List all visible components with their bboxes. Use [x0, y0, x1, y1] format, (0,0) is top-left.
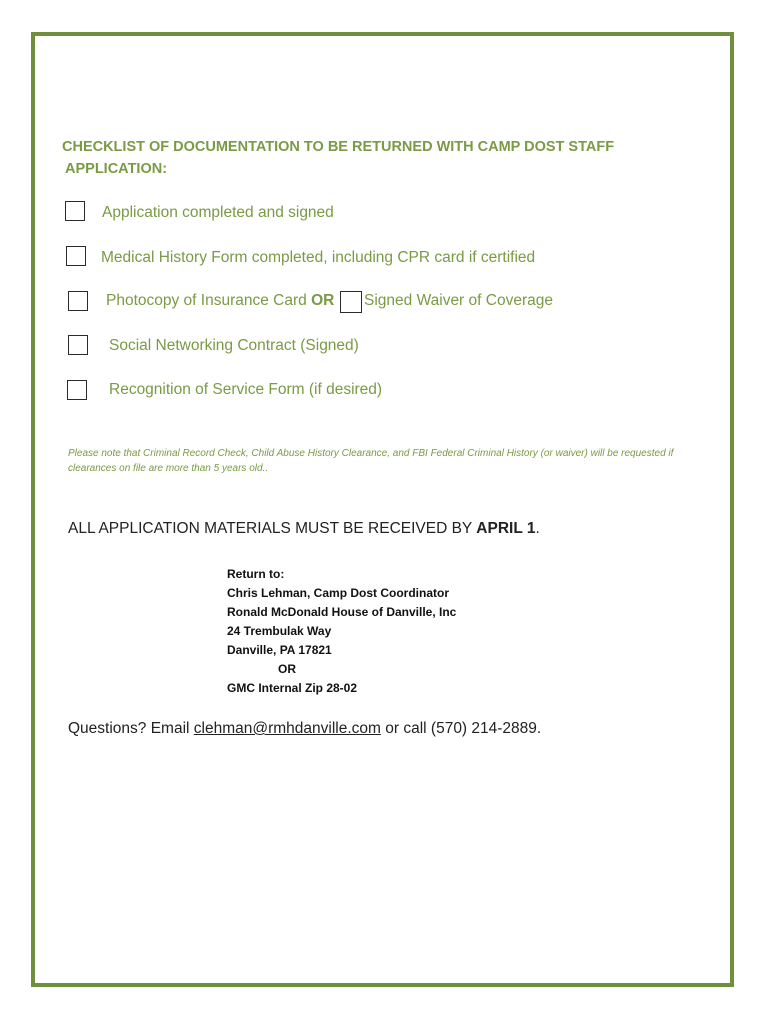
checkbox-recognition[interactable]: [67, 380, 87, 400]
return-city: Danville, PA 17821: [227, 643, 332, 657]
deadline-statement: [68, 520, 540, 538]
checkbox-waiver[interactable]: [340, 291, 362, 313]
item-social-networking-label: Social Networking Contract (Signed): [109, 337, 359, 354]
checkbox-social-networking[interactable]: [68, 335, 88, 355]
checklist-heading: [62, 136, 662, 180]
item-waiver-label: Signed Waiver of Coverage: [364, 292, 553, 309]
email-link[interactable]: clehman@rmhdanville.com: [193, 720, 381, 737]
questions-line: [68, 720, 541, 738]
questions-suffix: or call (570) 214-2889.: [380, 720, 542, 737]
deadline-period: .: [535, 520, 540, 537]
questions-prefix: Questions? Email: [68, 720, 194, 737]
checkbox-medical-history[interactable]: [66, 246, 86, 266]
insurance-card-text: Photocopy of Insurance Card: [106, 292, 312, 309]
item-medical-history-label: Medical History Form completed, including CPR card if certified: [101, 249, 536, 266]
return-street: 24 Trembulak Way: [227, 624, 332, 638]
deadline-text: ALL APPLICATION MATERIALS MUST BE RECEIVED BY: [68, 520, 477, 537]
return-alt: GMC Internal Zip 28-02: [227, 681, 358, 695]
return-title: Return to:: [227, 567, 285, 581]
return-address: [227, 565, 456, 698]
item-recognition-label: Recognition of Service Form (if desired): [109, 381, 383, 398]
item-application-label: Application completed and signed: [102, 204, 334, 221]
clearance-note: Please note that Criminal Record Check, Child Abuse History Clearance, and FBI Federal Criminal History (or waiver) will be requested if clearances on file are more than 5 years old..: [68, 448, 674, 474]
heading-line-1: CHECKLIST OF DOCUMENTATION TO BE RETURNED WITH CAMP DOST STAFF: [62, 139, 615, 155]
heading-line-2: APPLICATION:: [65, 161, 168, 177]
checkbox-application[interactable]: [65, 201, 85, 221]
item-insurance-card-label: [106, 291, 334, 311]
checkbox-insurance-card[interactable]: [68, 291, 88, 311]
return-or: OR: [278, 662, 296, 676]
deadline-date: APRIL 1: [476, 520, 536, 537]
return-org: Ronald McDonald House of Danville, Inc: [227, 605, 457, 619]
or-word: OR: [311, 292, 335, 309]
return-name: Chris Lehman, Camp Dost Coordinator: [227, 586, 450, 600]
